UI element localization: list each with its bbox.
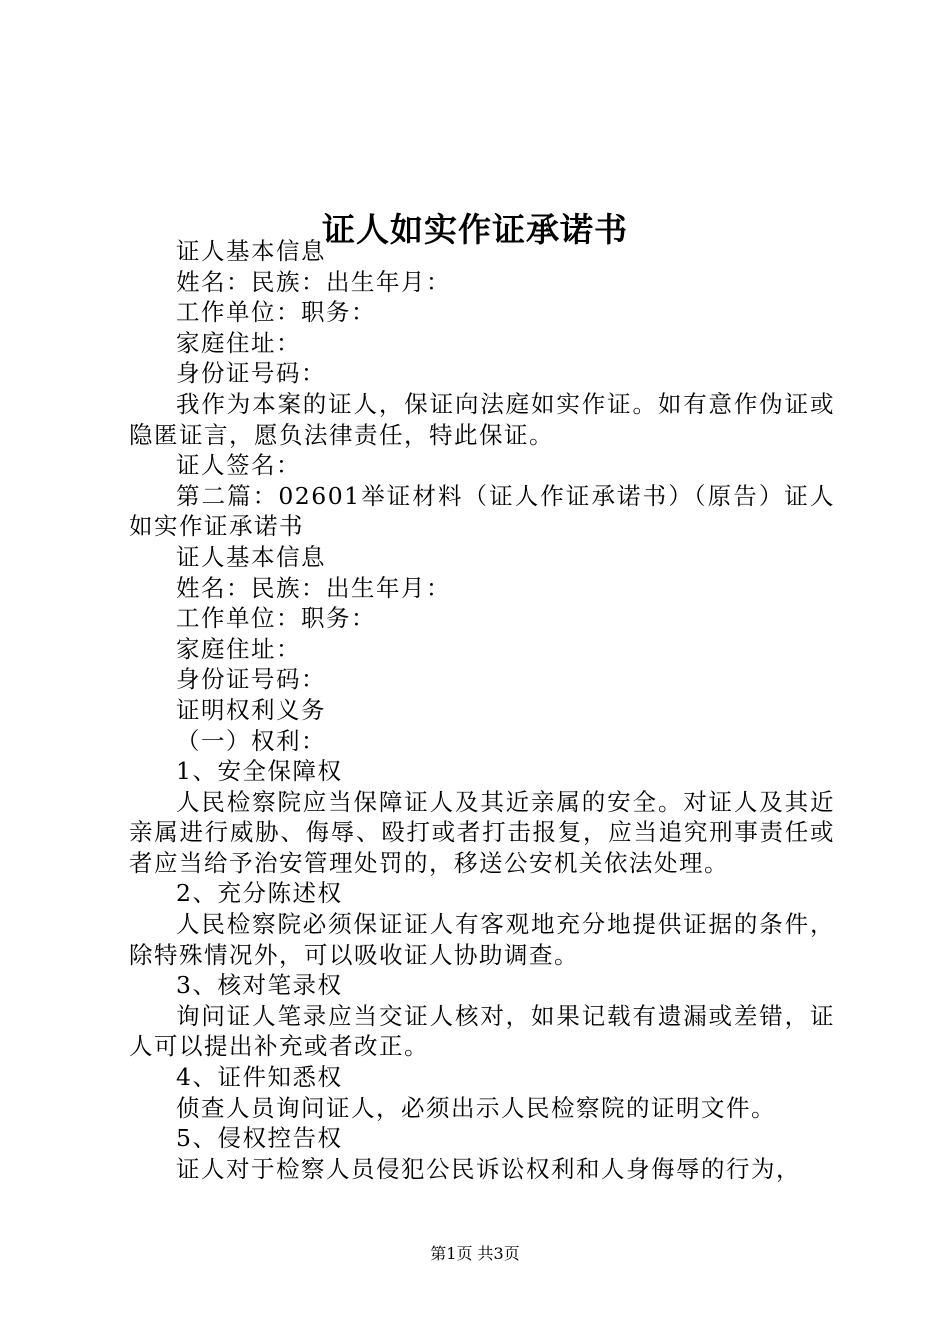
document-title: 证人如实作证承诺书 [322,210,628,250]
paragraph: 工作单位：职务： [176,604,376,633]
paragraph: 家庭住址： [176,328,301,357]
paragraph: 身份证号码： [176,665,326,694]
document-body [129,236,835,1184]
paragraph: 姓名：民族：出生年月： [176,573,451,602]
paragraph: 我作为本案的证人，保证向法庭如实作证。如有意作伪证或隐匿证言，愿负法律责任，特此保证。 [129,389,835,449]
paragraph: 4、证件知悉权 [176,1063,343,1092]
paragraph: 证人对于检察人员侵犯公民诉讼权利和人身侮辱的行为， [176,1154,801,1183]
paragraph: 人民检察院必须保证证人有客观地充分地提供证据的条件，除特殊情况外，可以吸收证人协助调查。 [129,910,835,969]
paragraph: 证明权利义务 [176,695,326,724]
paragraph: 工作单位：职务： [176,298,376,327]
paragraph: 第二篇：02601举证材料（证人作证承诺书）（原告）证人如实作证承诺书 [129,481,835,541]
paragraph: 2、充分陈述权 [176,879,343,908]
paragraph: 3、核对笔录权 [176,971,343,1000]
paragraph: （一）权利： [176,726,326,755]
paragraph: 人民检察院应当保障证人及其近亲属的安全。对证人及其近亲属进行威胁、侮辱、殴打或者打击报复，应当追究刑事责任或者应当给予治安管理处罚的，移送公安机关依法处理。 [129,787,835,877]
paragraph: 家庭住址： [176,634,301,663]
page-footer: 第1页 共3页 [430,1244,520,1263]
paragraph: 1、安全保障权 [176,757,343,786]
paragraph: 5、侵权控告权 [176,1124,343,1153]
paragraph: 证人签名： [176,451,301,480]
paragraph: 证人基本信息 [176,237,326,265]
paragraph: 侦查人员询问证人，必须出示人民检察院的证明文件。 [176,1093,776,1122]
paragraph: 身份证号码： [176,359,326,388]
paragraph: 询问证人笔录应当交证人核对，如果记载有遗漏或差错，证人可以提出补充或者改正。 [129,1001,835,1061]
paragraph: 姓名：民族：出生年月： [176,267,451,296]
paragraph: 证人基本信息 [176,542,326,571]
